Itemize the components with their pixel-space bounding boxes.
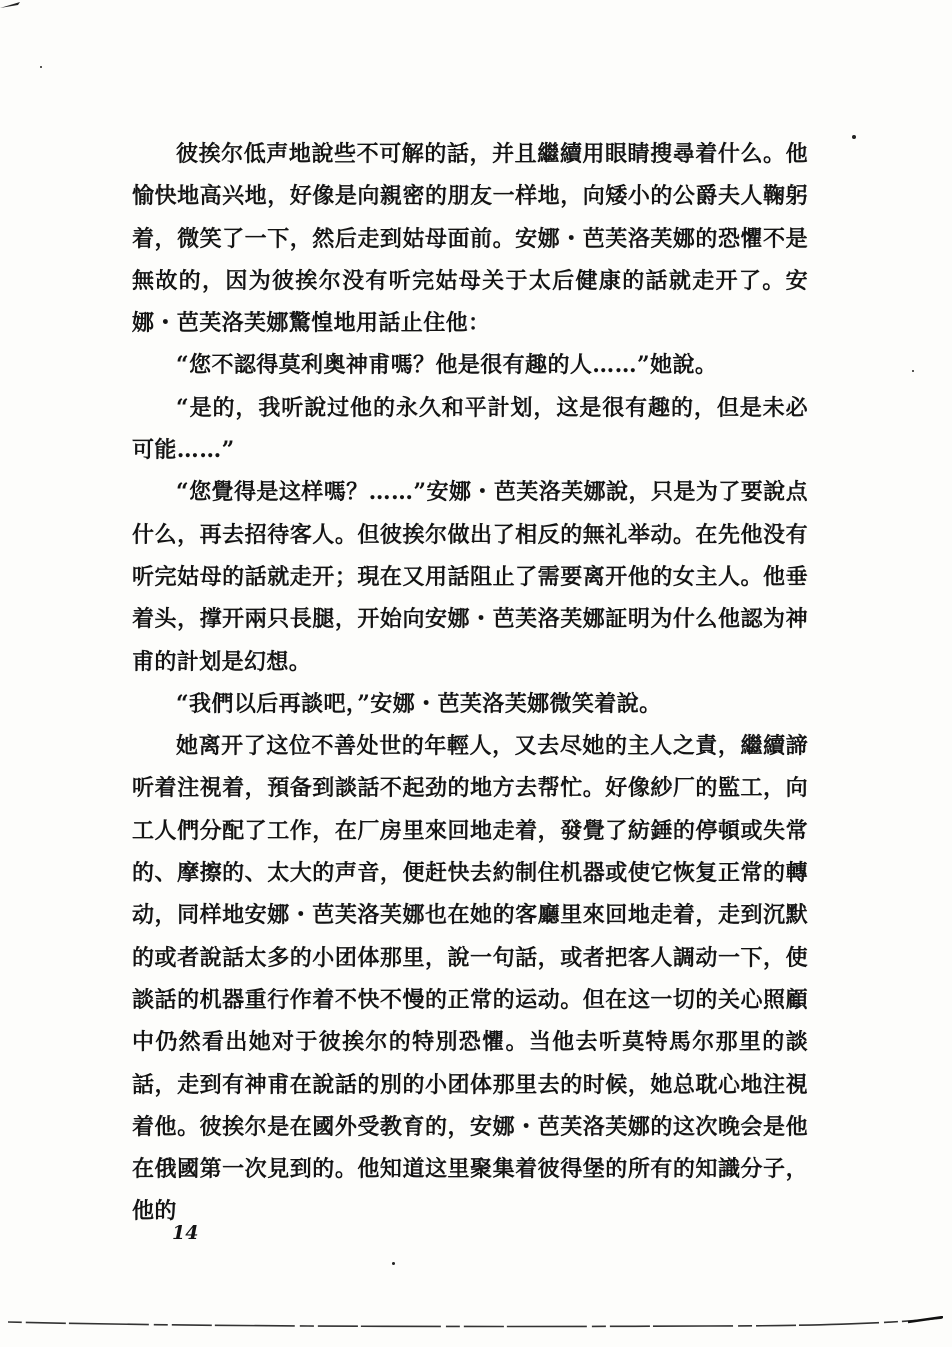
body-text: [132, 133, 808, 1233]
paragraph-2: “您不認得莫利奥神甫嗎？他是很有趣的人……”她說。: [176, 352, 718, 379]
page-number: 14: [172, 1222, 199, 1244]
scan-speck: [40, 66, 42, 68]
paragraph-3: “是的，我听說过他的永久和平計划，这是很有趣的，但是未必可能……”: [132, 394, 808, 464]
scan-speck: [392, 1262, 395, 1265]
paragraph-1: 彼挨尔低声地說些不可解的話，并且繼續用眼睛搜尋着什么。他愉快地高兴地，好像是向親密的朋友一样地，向矮小的公爵夫人鞠躬着，微笑了一下，然后走到姑母面前。安娜・芭芙洛芙娜的恐懼不是無故的，因为彼挨尔没有听完姑母关于太后健康的話就走开了。安娜・芭芙洛芙娜驚惶地用話止住他：: [132, 141, 808, 337]
paragraph-5: “我們以后再談吧，”安娜・芭芙洛芙娜微笑着說。: [176, 690, 662, 717]
paragraph-6: 她离开了这位不善处世的年輕人，又去尽她的主人之責，繼續諦听着注視着，預备到談話不起劲的地方去帮忙。好像紗厂的監工，向工人們分配了工作，在厂房里來回地走着，發覺了紡錘的停頓或失常的、摩擦的、太大的声音，便赶快去約制住机器或使它恢复正常的轉动，同样地安娜・芭芙洛芙娜也在她的客廳里來回地走着，走到沉默的或者說話太多的小团体那里，說一句話，或者把客人調动一下，使談話的机器重行作着不快不慢的正常的运动。但在这一切的关心照顧中仍然看出她对于彼挨尔的特別恐懼。当他去听莫特馬尔那里的談話，走到有神甫在說話的別的小团体那里去的时候，她总耽心地注視着他。彼挨尔是在國外受教育的，安娜・芭芙洛芙娜的这次晚会是他在俄國第一次見到的。他知道这里聚集着彼得堡的所有的知識分子，他的: [132, 733, 808, 1225]
corner-scan-mark: [0, 0, 30, 14]
scan-speck: [852, 135, 856, 139]
page-edge-line: [8, 1316, 943, 1330]
scan-speck: [912, 370, 914, 372]
paragraph-4: “您覺得是这样嗎？……”安娜・芭芙洛芙娜說，只是为了要說点什么，再去招待客人。但彼挨尔做出了相反的無礼举动。在先他没有听完姑母的話就走开；現在又用話阻止了需要离开他的女主人。他垂着头，撑开兩只長腿，开始向安娜・芭芙洛芙娜証明为什么他認为神甫的計划是幻想。: [132, 479, 808, 675]
